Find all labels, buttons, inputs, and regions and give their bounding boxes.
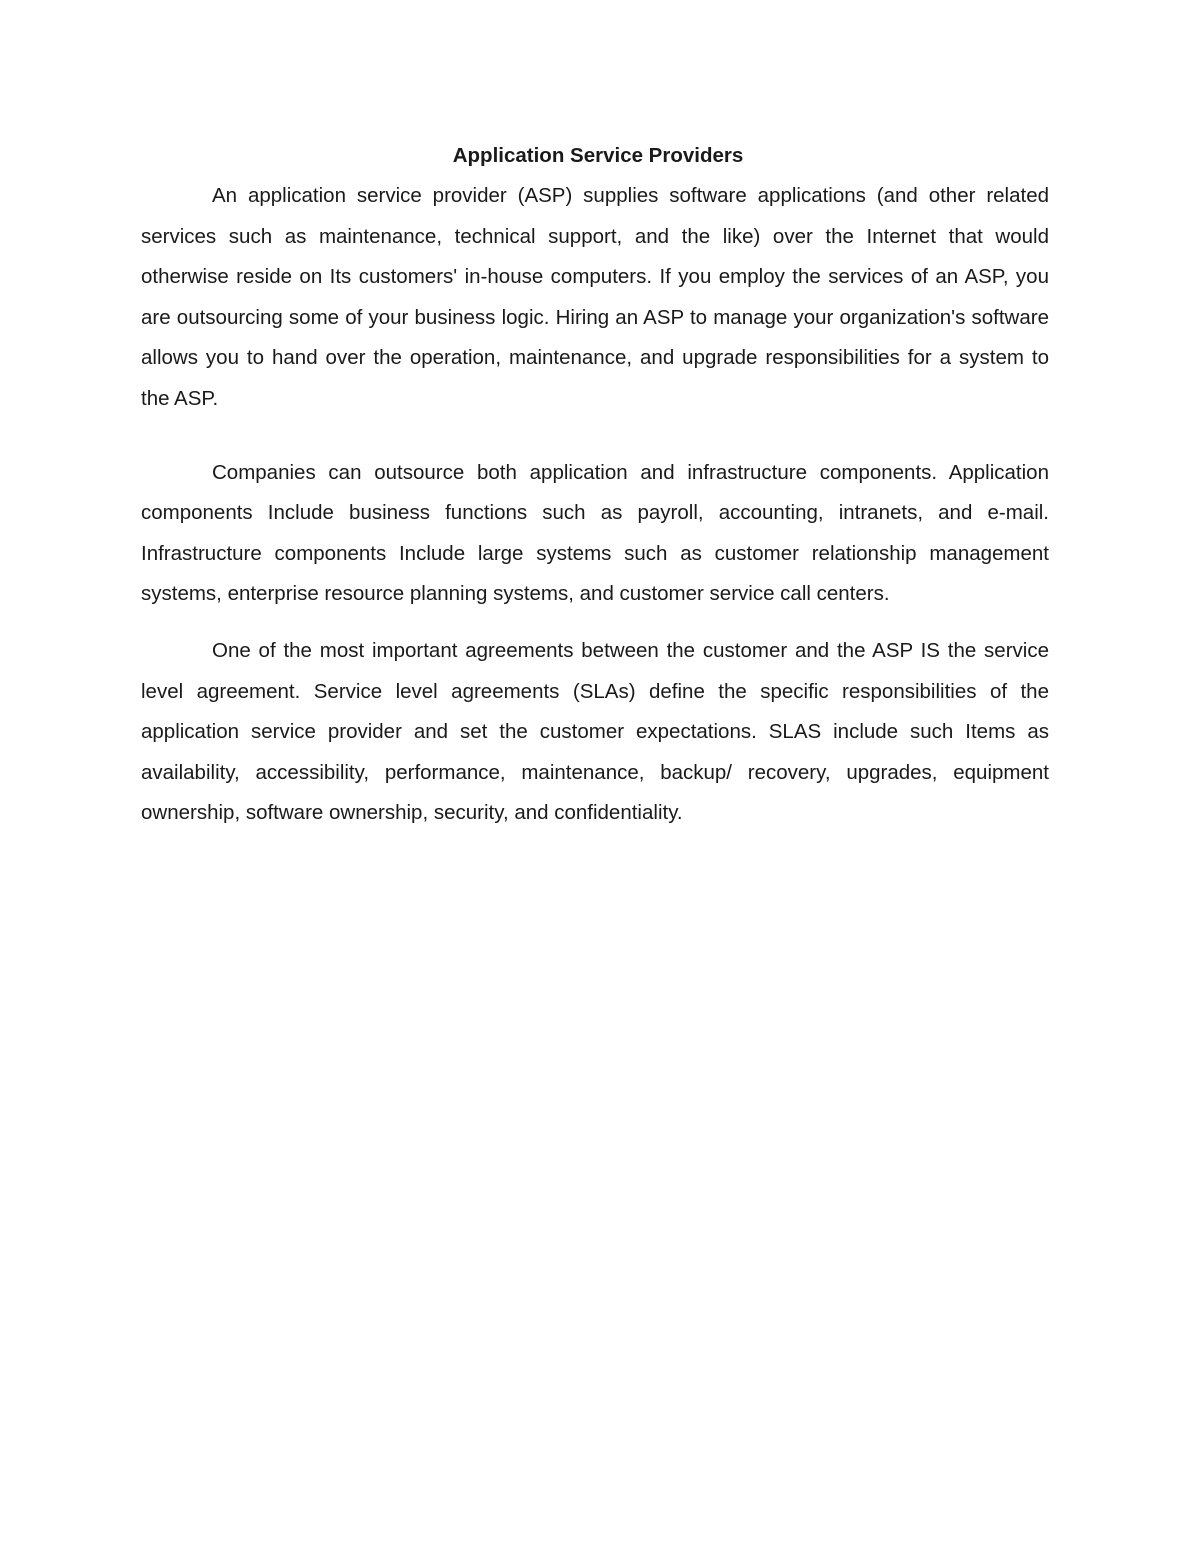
paragraph-service-level-agreements: One of the most important agreements between the customer and the ASP IS the service level agreement. Service level agreements (SLAs) define the specific responsibilities of the application service provider and set the customer expectations. SLAS include such Items as availability, accessibility, performance, maintenance, backup/ recovery, upgrades, equipment ownership, software ownership, security, and confidentiality.	[141, 638, 1049, 825]
document-body	[141, 138, 1049, 834]
paragraph-outsourcing-components: Companies can outsource both application and infrastructure components. Application components Include business functions such as payroll, accounting, intranets, and e-mail. Infrastructure components Include large systems such as customer relationship management systems, enterprise resource planning systems, and customer service call centers.	[141, 460, 1049, 606]
paragraph-asp-definition: An application service provider (ASP) supplies software applications (and other related services such as maintenance, technical support, and the like) over the Internet that would otherwise reside on Its customers' in-house computers. If you employ the services of an ASP, you are outsourcing some of your business logic. Hiring an ASP to manage your organization's software allows you to hand over the operation, maintenance, and upgrade responsibilities for a system to the ASP.	[141, 184, 1049, 410]
document-title: Application Service Providers	[452, 144, 744, 167]
